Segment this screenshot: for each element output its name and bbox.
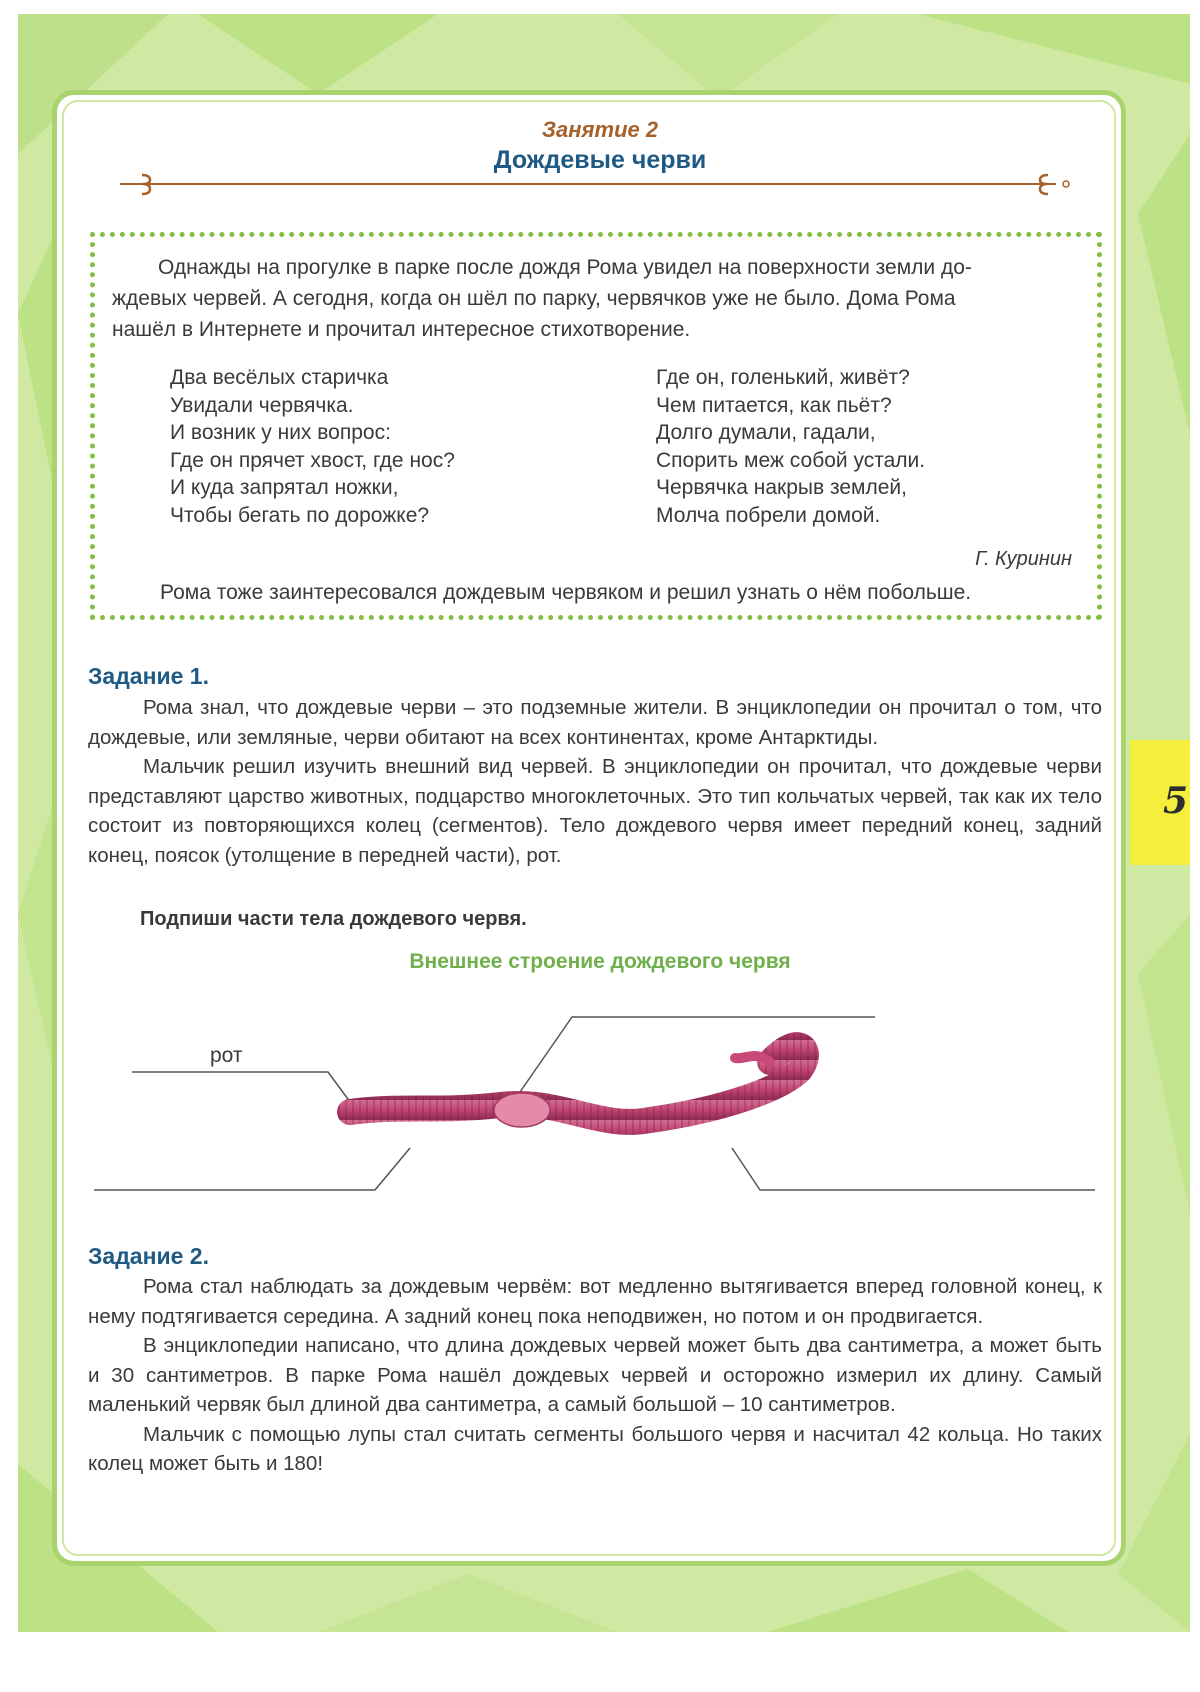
poem-line: И куда запрятал ножки, [170, 476, 399, 499]
task2-paragraph: В энциклопедии написано, что длина дождевых червей может быть два сантиметра, а может быть и 30 сантиметров. В парке Рома нашёл дождевых червей и осторожно измерил их длину. Самый маленький червяк был длиной два сантиметра, а самый большой – 10 сантиметров. [88, 1334, 1102, 1416]
poem-line: Долго думали, гадали, [656, 421, 876, 444]
poem-line: И возник у них вопрос: [170, 421, 391, 444]
task2-heading: Задание 2. [88, 1243, 209, 1269]
poem-line: Два весёлых старичка [170, 366, 389, 389]
poem-line: Увидали червячка. [170, 393, 354, 417]
poem-line: Где он прячет хвост, где нос? [170, 448, 455, 472]
task2-paragraph: Мальчик с помощью лупы стал считать сегменты большого червя и насчитал 42 кольца. Но таких колец может быть и 180! [88, 1422, 1102, 1475]
poem-line: Чтобы бегать по дорожке? [170, 503, 430, 527]
task1-paragraph: Мальчик решил изучить внешний вид червей. В энциклопедии он прочитал, что дождевые черви представляют царство животных, подцарство многоклеточных. Это тип кольчатых червей, так как их тело состоит из повторяющихся колец (сегментов). Тело дождевого червя имеет передний конец, задний конец, поясок (утолщение в передней части), рот. [88, 755, 1102, 867]
label-line-rear-end [732, 1148, 1095, 1190]
label-line-front-end [94, 1148, 410, 1190]
poem-line: Чем питается, как пьёт? [656, 393, 892, 417]
page-number: 5 [1163, 780, 1189, 822]
poem-line: Спорить меж собой устали. [656, 448, 926, 472]
intro-closing: Рома тоже заинтересовался дождевым червяком и решил узнать о нём побольше. [160, 581, 972, 604]
label-line-mouth [132, 1072, 356, 1110]
poem-line: Червячка накрыв землей, [656, 476, 907, 499]
intro-line-2: ждевых червей. А сегодня, когда он шёл по парку, червячков уже не было. Дома Рома [112, 287, 956, 310]
figure-caption: Внешнее строение дождевого червя [409, 950, 791, 973]
worm-tail [735, 1056, 770, 1062]
task2-text [88, 1272, 1102, 1479]
lesson-subtitle: Занятие 2 [541, 117, 659, 142]
task1-instruction: Подпиши части тела дождевого червя. [140, 908, 527, 930]
poem-line: Где он, голенький, живёт? [656, 366, 910, 389]
task1-heading: Задание 1. [88, 663, 209, 689]
poem-line: Молча побрели домой. [656, 503, 881, 527]
label-line-clitellum [520, 1017, 875, 1092]
label-mouth: рот [210, 1044, 243, 1067]
poem-author: Г. Куринин [975, 548, 1072, 570]
task2-paragraph: Рома стал наблюдать за дождевым червём: вот медленно вытягивается вперед головной конец, к нему подтягивается середина. А задний конец пока неподвижен, но потом и он продвигается. [88, 1275, 1102, 1328]
lesson-title: Дождевые черви [493, 146, 707, 174]
worm-clitellum [494, 1093, 550, 1127]
task1-paragraph: Рома знал, что дождевые черви – это подземные жители. В энциклопедии он прочитал о том, что дождевые, или земляные, черви обитают на всех континентах, кроме Антарктиды. [88, 696, 1102, 749]
intro-line-1: Однажды на прогулке в парке после дождя Рома увидел на поверхности земли до- [158, 256, 972, 279]
intro-line-3: нашёл в Интернете и прочитал интересное стихотворение. [112, 318, 691, 341]
